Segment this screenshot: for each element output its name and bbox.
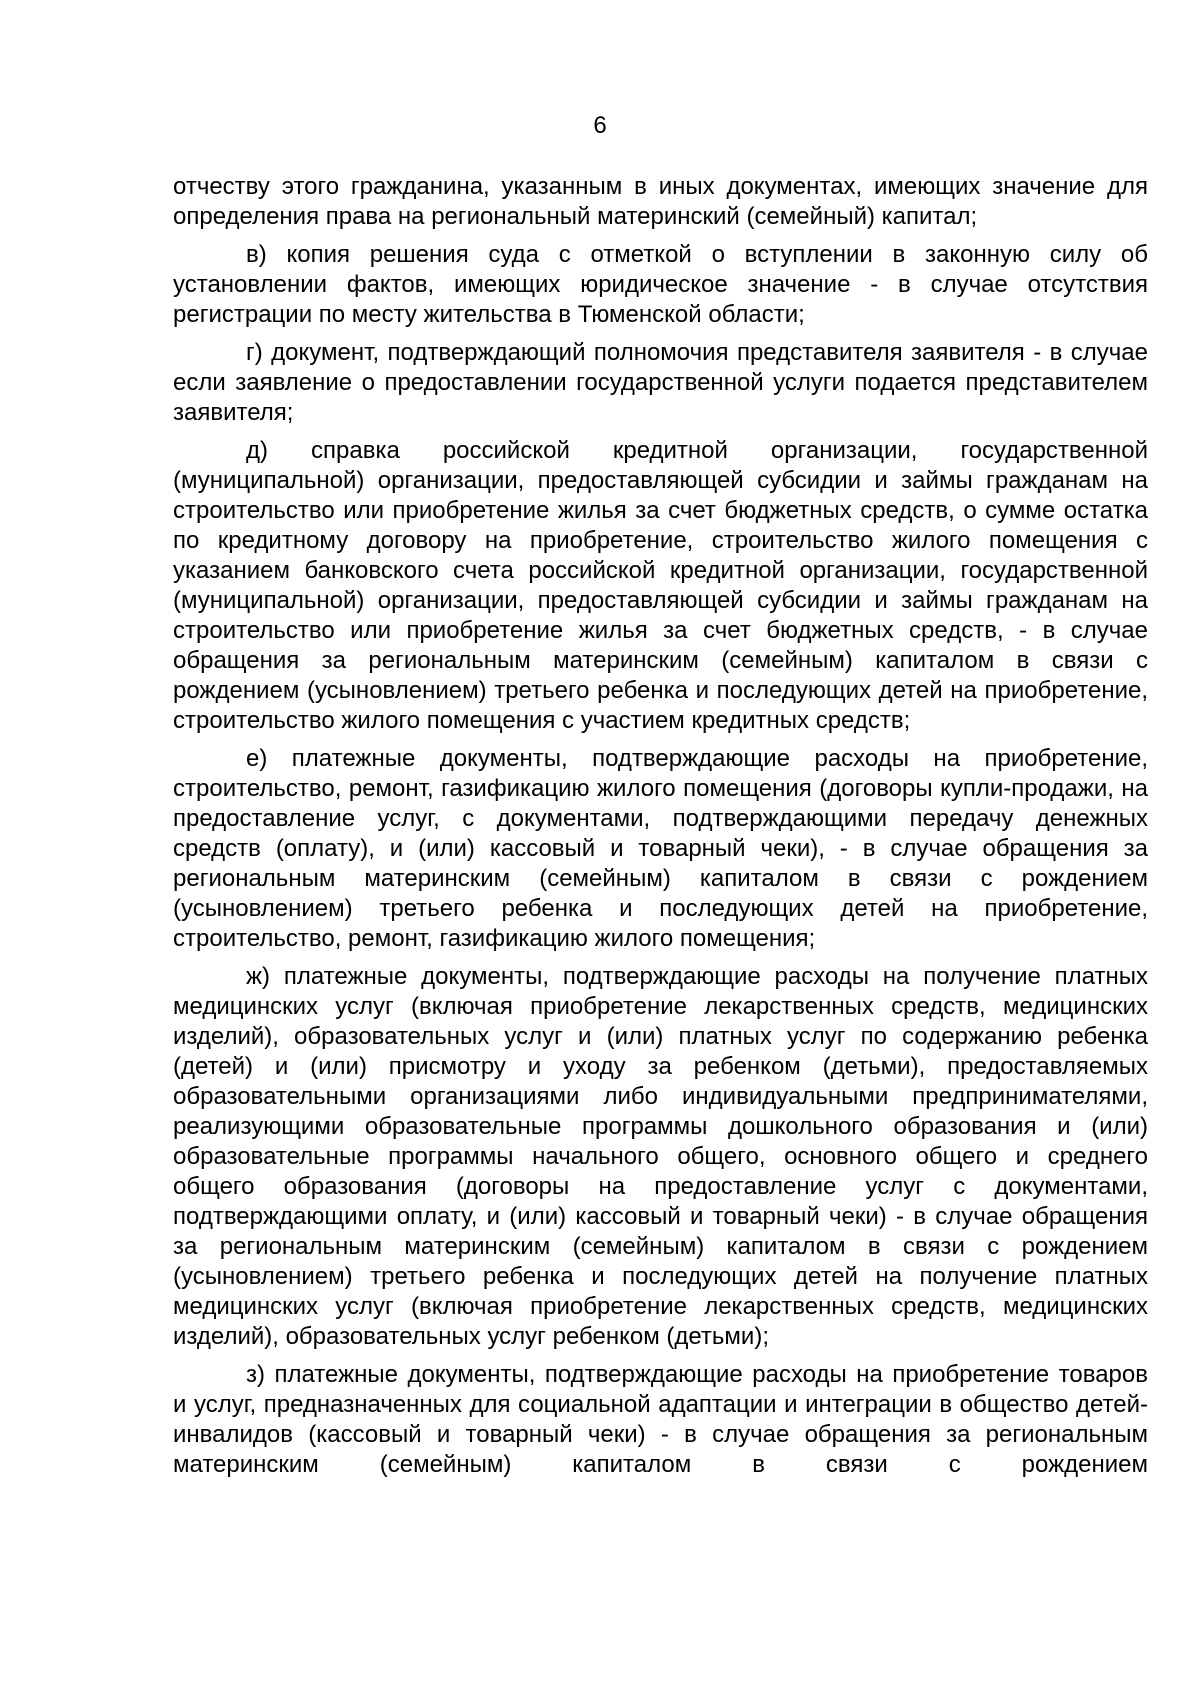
paragraph-item-d: д) справка российской кредитной организации, государственной (муниципальной) организации, предоставляющей субсидии и займы гражданам на строительство или приобретение жилья за счет бюджетных средств, о сумме остатка по кредитному договору на приобретение, строительство жилого помещения с указанием банковского счета российской кредитной организации, государственной (муниципальной) организации, предоставляющей субсидии и займы гражданам на строительство или приобретение жилья за счет бюджетных средств, - в случае обращения за региональным материнским (семейным) капиталом в связи с рождением (усыновлением) третьего ребенка и последующих детей на приобретение, строительство жилого помещения с участием кредитных средств; [173, 437, 1148, 734]
paragraph-continuation: отчеству этого гражданина, указанным в иных документах, имеющих значение для определения права на региональный материнский (семейный) капитал; [173, 173, 1148, 230]
paragraph-item-zh: ж) платежные документы, подтверждающие расходы на получение платных медицинских услуг (включая приобретение лекарственных средств, медицинских изделий), образовательных услуг и (или) платных услуг по содержанию ребенка (детей) и (или) присмотру и уходу за ребенком (детьми), предоставляемых образовательными организациями либо индивидуальными предпринимателями, реализующими образовательные программы дошкольного образования и (или) образовательные программы начального общего, основного общего и среднего общего образования (договоры на предоставление услуг с документами, подтверждающими оплату, и (или) кассовый и товарный чеки) - в случае обращения за региональным материнским (семейным) капиталом в связи с рождением (усыновлением) третьего ребенка и последующих детей на получение платных медицинских услуг (включая приобретение лекарственных средств, медицинских изделий), образовательных услуг ребенком (детьми); [173, 963, 1148, 1350]
paragraph-item-z: з) платежные документы, подтверждающие расходы на приобретение товаров и услуг, предназначенных для социальной адаптации и интеграции в общество детей-инвалидов (кассовый и товарный чеки) - в случае обращения за региональным материнским (семейным) капиталом в связи с рождением [173, 1361, 1148, 1478]
paragraph-item-g: г) документ, подтверждающий полномочия представителя заявителя - в случае если заявление о предоставлении государственной услуги подается представителем заявителя; [173, 339, 1148, 426]
page-number: 6 [593, 112, 607, 139]
paragraph-item-e: е) платежные документы, подтверждающие расходы на приобретение, строительство, ремонт, газификацию жилого помещения (договоры купли-продажи, на предоставление услуг, с документами, подтверждающими передачу денежных средств (оплату), и (или) кассовый и товарный чеки), - в случае обращения за региональным материнским (семейным) капиталом в связи с рождением (усыновлением) третьего ребенка и последующих детей на приобретение, строительство, ремонт, газификацию жилого помещения; [173, 745, 1148, 952]
document-body [173, 172, 1148, 1488]
paragraph-item-v: в) копия решения суда с отметкой о вступлении в законную силу об установлении фактов, имеющих юридическое значение - в случае отсутствия регистрации по месту жительства в Тюменской области; [173, 241, 1148, 328]
